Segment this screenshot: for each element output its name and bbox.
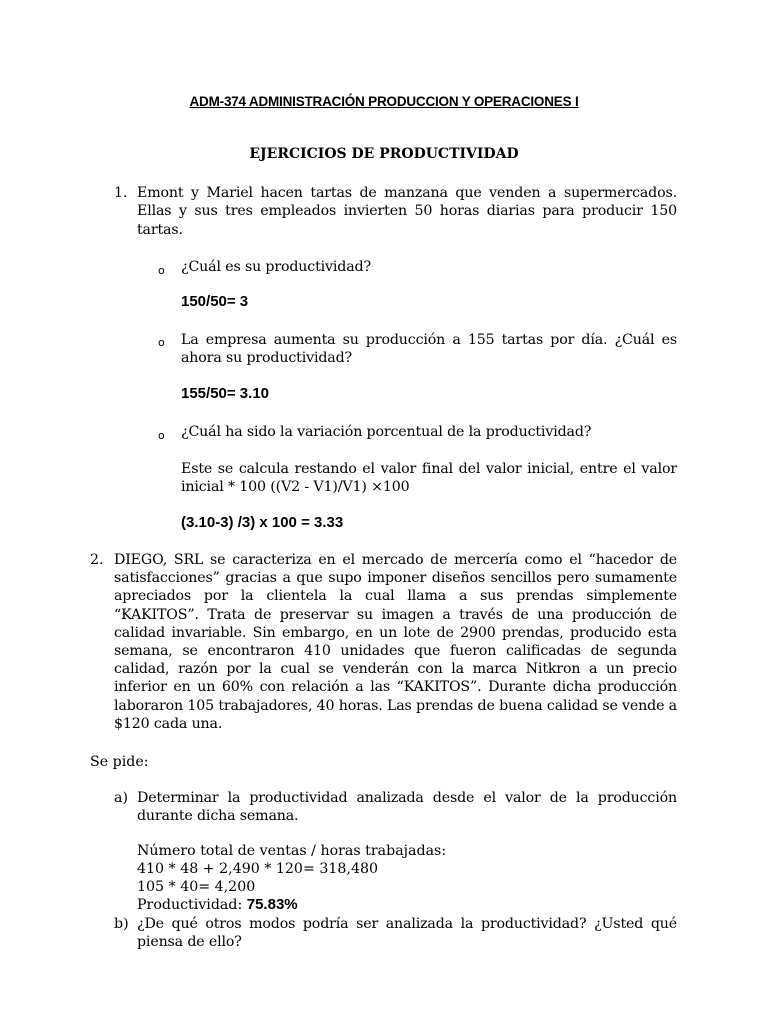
calc-productivity-label: Productividad:	[137, 897, 243, 913]
bullet-marker: o	[158, 336, 165, 349]
item-b-letter: b)	[114, 916, 129, 932]
exercise-2-number: 2.	[90, 552, 104, 568]
question-1-1: ¿Cuál es su productividad?	[181, 259, 371, 275]
bullet-marker: o	[158, 264, 165, 277]
item-a-letter: a)	[114, 790, 128, 806]
item-b-text: ¿De qué otros modos podría ser analizada la productividad? ¿Usted qué piensa de ello?	[137, 916, 677, 951]
calc-productivity	[137, 896, 298, 914]
answer-1-2: 155/50= 3.10	[181, 385, 270, 402]
calc-heading: Número total de ventas / horas trabajadas:	[137, 843, 447, 859]
exercise-2-text: DIEGO, SRL se caracteriza en el mercado de mercería como el “hacedor de satisfacciones” gracias a que supo imponer diseños sencillos pero sumamente apreciados por la clientela la cual llama a sus prendas simplemente “KAKITOS”. Trata de preservar su imagen a través de una producción de calidad invariable. Sin embargo, en un lote de 2900 prendas, producido esta semana, se encontraron 410 unidades que fueron calificadas de segunda calidad, razón por la cual se venderán con la marca Nitkron a un precio inferior en un 60% con relación a las “KAKITOS”. Durante dicha producción laboraron 105 trabajadores, 40 horas. Las prendas de buena calidad se vende a $120 cada una.	[114, 552, 677, 732]
calc-line-1: 410 * 48 + 2,490 * 120= 318,480	[137, 861, 379, 877]
exercise-1-number: 1.	[114, 185, 128, 201]
question-1-2: La empresa aumenta su producción a 155 tartas por día. ¿Cuál es ahora su productividad?	[181, 332, 677, 367]
question-1-3: ¿Cuál ha sido la variación porcentual de la productividad?	[181, 424, 592, 440]
se-pide-label: Se pide:	[90, 754, 149, 770]
calc-productivity-result: 75.83%	[246, 896, 298, 913]
answer-1-1: 150/50= 3	[181, 293, 249, 310]
item-a-text: Determinar la productividad analizada desde el valor de la producción durante dicha semana.	[137, 790, 677, 825]
exercise-1-text: Emont y Mariel hacen tartas de manzana que venden a supermercados. Ellas y sus tres empleados invierten 50 horas diarias para producir 150 tartas.	[137, 185, 677, 238]
bullet-marker: o	[158, 429, 165, 442]
question-1-3-explanation: Este se calcula restando el valor final del valor inicial, entre el valor inicial * 100 ((V2 - V1)/V1) ×100	[181, 461, 677, 496]
document-title: EJERCICIOS DE PRODUCTIVIDAD	[249, 146, 519, 162]
calc-line-2: 105 * 40= 4,200	[137, 879, 256, 895]
course-header: ADM-374 ADMINISTRACIÓN PRODUCCION Y OPERACIONES I	[189, 94, 579, 109]
answer-1-3: (3.10-3) /3) x 100 = 3.33	[181, 514, 344, 531]
